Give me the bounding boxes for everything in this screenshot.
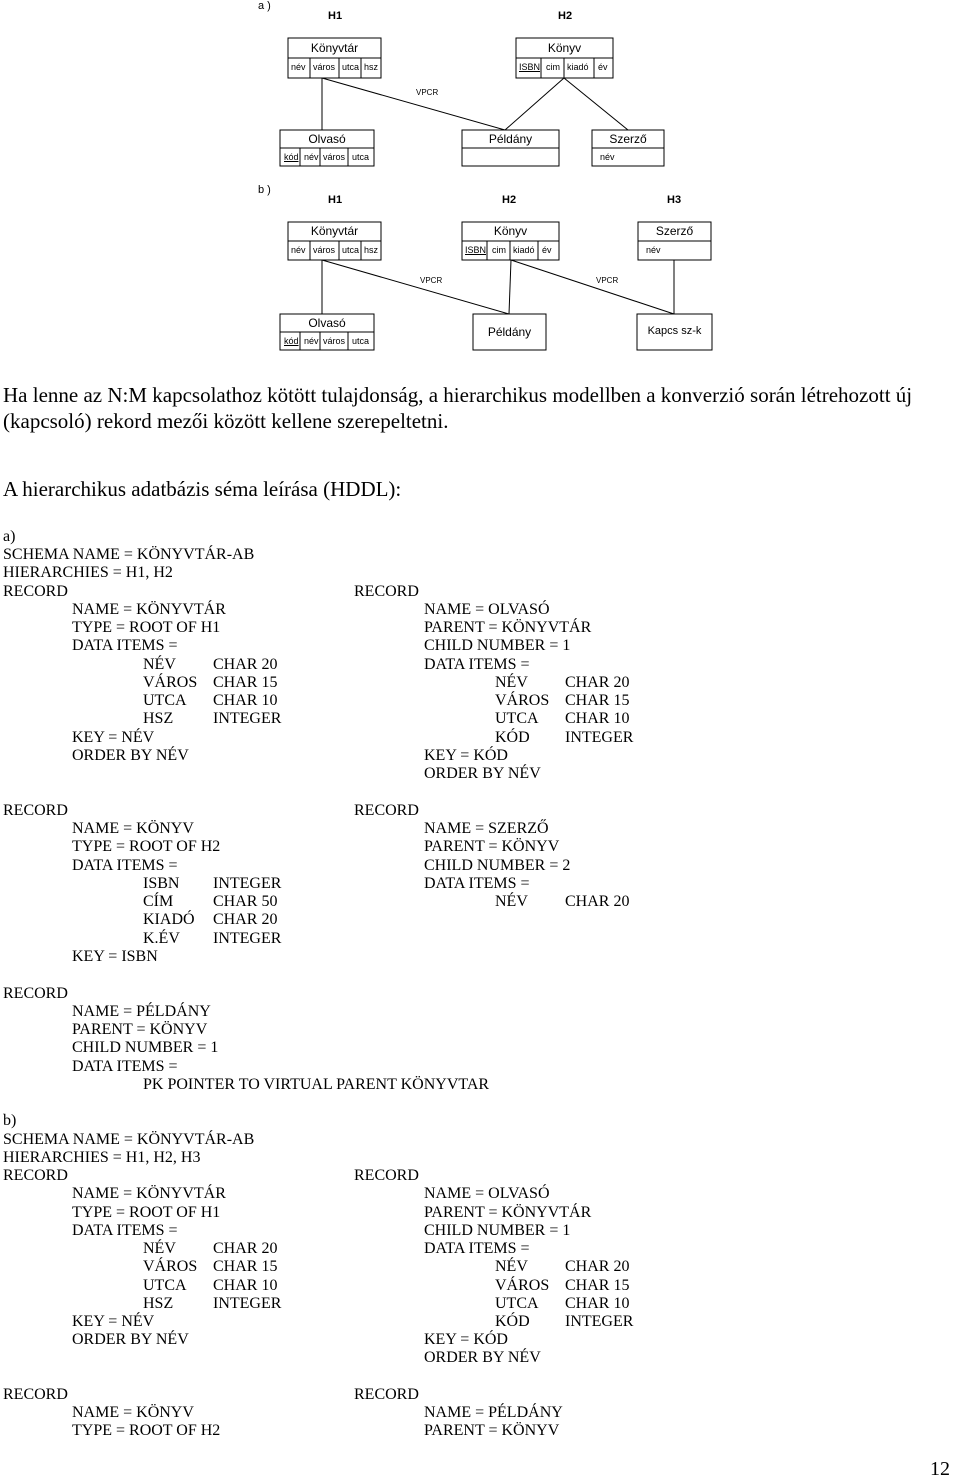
code-line: ORDER BY NÉV: [424, 765, 541, 782]
code-line: RECORD: [354, 1386, 419, 1403]
konyvtar-title: Könyvtár: [310, 41, 359, 55]
code-line: NÉV: [495, 1258, 528, 1275]
konyv-title: Könyv: [547, 41, 582, 55]
code-line: INTEGER: [213, 875, 282, 892]
szerzo-title: Szerző: [609, 132, 647, 146]
code-line: VÁROS: [495, 1277, 550, 1294]
code-line: ORDER BY NÉV: [72, 1331, 189, 1348]
code-line: DATA ITEMS =: [424, 1240, 530, 1257]
code-line: TYPE = ROOT OF H2: [72, 838, 221, 855]
code-line: SCHEMA NAME = KÖNYVTÁR-AB: [3, 1131, 255, 1148]
code-line: CHILD NUMBER = 1: [72, 1039, 219, 1056]
code-line: DATA ITEMS =: [424, 875, 530, 892]
field-utca: utca: [352, 152, 370, 162]
kapcs-title: Kapcs sz-k: [647, 325, 702, 337]
code-line: KEY = ISBN: [72, 948, 158, 965]
vpcr-label: VPCR: [416, 88, 439, 97]
code-line: CHAR 10: [565, 710, 630, 727]
h2-label: H2: [502, 194, 517, 206]
code-line: NAME = PÉLDÁNY: [72, 1003, 211, 1020]
field-varos: város: [313, 245, 336, 255]
konyvtar-title: Könyvtár: [310, 224, 359, 238]
field-nev: név: [600, 152, 615, 162]
code-line: KEY = KÓD: [424, 747, 508, 764]
page-number: 12: [930, 1458, 950, 1480]
code-line: CHAR 20: [213, 911, 278, 928]
paragraph-2: A hierarchikus adatbázis séma leírása (HDDL):: [3, 477, 402, 501]
code-line: UTCA: [143, 692, 187, 709]
field-varos: város: [313, 62, 336, 72]
code-line: CHAR 20: [565, 1258, 630, 1275]
paragraph-1: Ha lenne az N:M kapcsolathoz kötött tulajdonság, a hierarchikus modellben a konverzió során létrehozott új (kapcsoló) rekord mezői között kellene szerepeltetni.: [3, 383, 913, 433]
olvaso-title: Olvasó: [308, 132, 346, 146]
field-varos: város: [323, 336, 346, 346]
code-line: KÓD: [495, 729, 530, 746]
szerzo-title: Szerző: [655, 224, 694, 238]
field-nev: név: [291, 62, 306, 72]
field-ev: év: [542, 245, 552, 255]
code-line: CHAR 50: [213, 893, 278, 910]
vpcr-label: VPCR: [420, 276, 443, 285]
code-line: CHAR 15: [213, 1258, 278, 1275]
peldany-title: Példány: [488, 132, 533, 146]
code-line: HSZ: [143, 1295, 174, 1312]
code-line: RECORD: [3, 985, 68, 1002]
code-line: INTEGER: [565, 1313, 634, 1330]
code-line: NÉV: [495, 674, 528, 691]
diagram-b-label: b ): [258, 184, 271, 196]
code-line: RECORD: [3, 1167, 68, 1184]
diagram-a-label: a ): [258, 0, 271, 12]
h1-label: H1: [328, 10, 343, 22]
code-line: INTEGER: [213, 1295, 282, 1312]
field-kod: kód: [284, 336, 299, 346]
code-line: CHAR 20: [565, 674, 630, 691]
field-ev: év: [598, 62, 608, 72]
peldany-title: Példány: [487, 325, 532, 339]
code-line: CHAR 15: [565, 692, 630, 709]
code-line: NAME = OLVASÓ: [424, 1185, 550, 1202]
code-line: INTEGER: [213, 930, 282, 947]
konyv-title: Könyv: [493, 224, 528, 238]
field-utca: utca: [342, 62, 360, 72]
code-line: KEY = KÓD: [424, 1331, 508, 1348]
code-line: CHAR 20: [565, 893, 630, 910]
code-line: CHILD NUMBER = 1: [424, 1222, 571, 1239]
h2-label: H2: [558, 10, 573, 22]
code-line: INTEGER: [565, 729, 634, 746]
code-line: NAME = KÖNYVTÁR: [72, 601, 226, 618]
field-cim: cim: [546, 62, 560, 72]
code-line: TYPE = ROOT OF H1: [72, 619, 221, 636]
code-line: PARENT = KÖNYV: [72, 1021, 208, 1038]
h1-label: H1: [328, 194, 343, 206]
field-nev: név: [291, 245, 306, 255]
code-line: DATA ITEMS =: [72, 1222, 178, 1239]
code-line: HIERARCHIES = H1, H2: [3, 564, 173, 581]
code-line: RECORD: [3, 802, 68, 819]
code-line: VÁROS: [495, 692, 550, 709]
code-line: KEY = NÉV: [72, 1313, 155, 1330]
field-varos: város: [323, 152, 346, 162]
field-isbn: ISBN: [519, 62, 541, 72]
code-line: PARENT = KÖNYVTÁR: [424, 619, 592, 636]
code-line: a): [3, 528, 16, 545]
code-line: CHAR 15: [565, 1277, 630, 1294]
field-kod: kód: [284, 152, 299, 162]
field-cim: cim: [492, 245, 506, 255]
code-line: NAME = OLVASÓ: [424, 601, 550, 618]
code-line: CHAR 20: [213, 1240, 278, 1257]
code-line: CHILD NUMBER = 1: [424, 637, 571, 654]
code-line: HSZ: [143, 710, 174, 727]
code-line: TYPE = ROOT OF H1: [72, 1204, 221, 1221]
code-line: RECORD: [354, 1167, 419, 1184]
code-line: INTEGER: [213, 710, 282, 727]
code-line: CHAR 10: [213, 1277, 278, 1294]
code-line: RECORD: [3, 1386, 68, 1403]
code-line: RECORD: [3, 583, 68, 600]
code-line: CÍM: [143, 893, 174, 910]
code-line: TYPE = ROOT OF H2: [72, 1422, 221, 1439]
field-nev: név: [304, 152, 319, 162]
code-line: NÉV: [495, 893, 528, 910]
field-hsz: hsz: [364, 245, 379, 255]
code-line: KEY = NÉV: [72, 729, 155, 746]
field-utca: utca: [342, 245, 360, 255]
code-line: ORDER BY NÉV: [72, 747, 189, 764]
field-utca: utca: [352, 336, 370, 346]
field-hsz: hsz: [364, 62, 379, 72]
code-line: CHILD NUMBER = 2: [424, 857, 571, 874]
field-kiado: kiadó: [567, 62, 589, 72]
code-line: b): [3, 1112, 17, 1129]
code-line: DATA ITEMS =: [72, 857, 178, 874]
code-line: CHAR 20: [213, 656, 278, 673]
field-kiado: kiadó: [513, 245, 535, 255]
vpcr-label: VPCR: [596, 276, 619, 285]
code-line: ISBN: [143, 875, 180, 892]
code-line: HIERARCHIES = H1, H2, H3: [3, 1149, 201, 1166]
diagram-lines: [0, 0, 960, 360]
code-line: DATA ITEMS =: [424, 656, 530, 673]
code-line: SCHEMA NAME = KÖNYVTÁR-AB: [3, 546, 255, 563]
field-nev: név: [304, 336, 319, 346]
code-line: RECORD: [354, 802, 419, 819]
code-line: UTCA: [495, 710, 539, 727]
code-line: K.ÉV: [143, 930, 180, 947]
code-line: NAME = KÖNYV: [72, 820, 194, 837]
code-line: PARENT = KÖNYV: [424, 838, 560, 855]
code-line: VÁROS: [143, 1258, 198, 1275]
code-line: NAME = PÉLDÁNY: [424, 1404, 563, 1421]
code-line: RECORD: [354, 583, 419, 600]
code-line: PARENT = KÖNYV: [424, 1422, 560, 1439]
code-line: KÓD: [495, 1313, 530, 1330]
code-line: DATA ITEMS =: [72, 1058, 178, 1075]
code-line: DATA ITEMS =: [72, 637, 178, 654]
code-line: NAME = SZERZŐ: [424, 820, 549, 837]
code-line: CHAR 10: [213, 692, 278, 709]
field-isbn: ISBN: [465, 245, 487, 255]
h3-label: H3: [667, 194, 682, 206]
code-line: PARENT = KÖNYVTÁR: [424, 1204, 592, 1221]
code-line: NAME = KÖNYV: [72, 1404, 194, 1421]
code-line: CHAR 10: [565, 1295, 630, 1312]
code-line: NÉV: [143, 656, 176, 673]
code-line: UTCA: [143, 1277, 187, 1294]
code-line: PK POINTER TO VIRTUAL PARENT KÖNYVTAR: [143, 1076, 490, 1093]
code-line: VÁROS: [143, 674, 198, 691]
code-line: KIADÓ: [143, 911, 195, 928]
code-line: NÉV: [143, 1240, 176, 1257]
code-line: NAME = KÖNYVTÁR: [72, 1185, 226, 1202]
code-line: ORDER BY NÉV: [424, 1349, 541, 1366]
code-line: CHAR 15: [213, 674, 278, 691]
code-line: UTCA: [495, 1295, 539, 1312]
olvaso-title: Olvasó: [308, 316, 346, 330]
field-nev: név: [646, 245, 661, 255]
